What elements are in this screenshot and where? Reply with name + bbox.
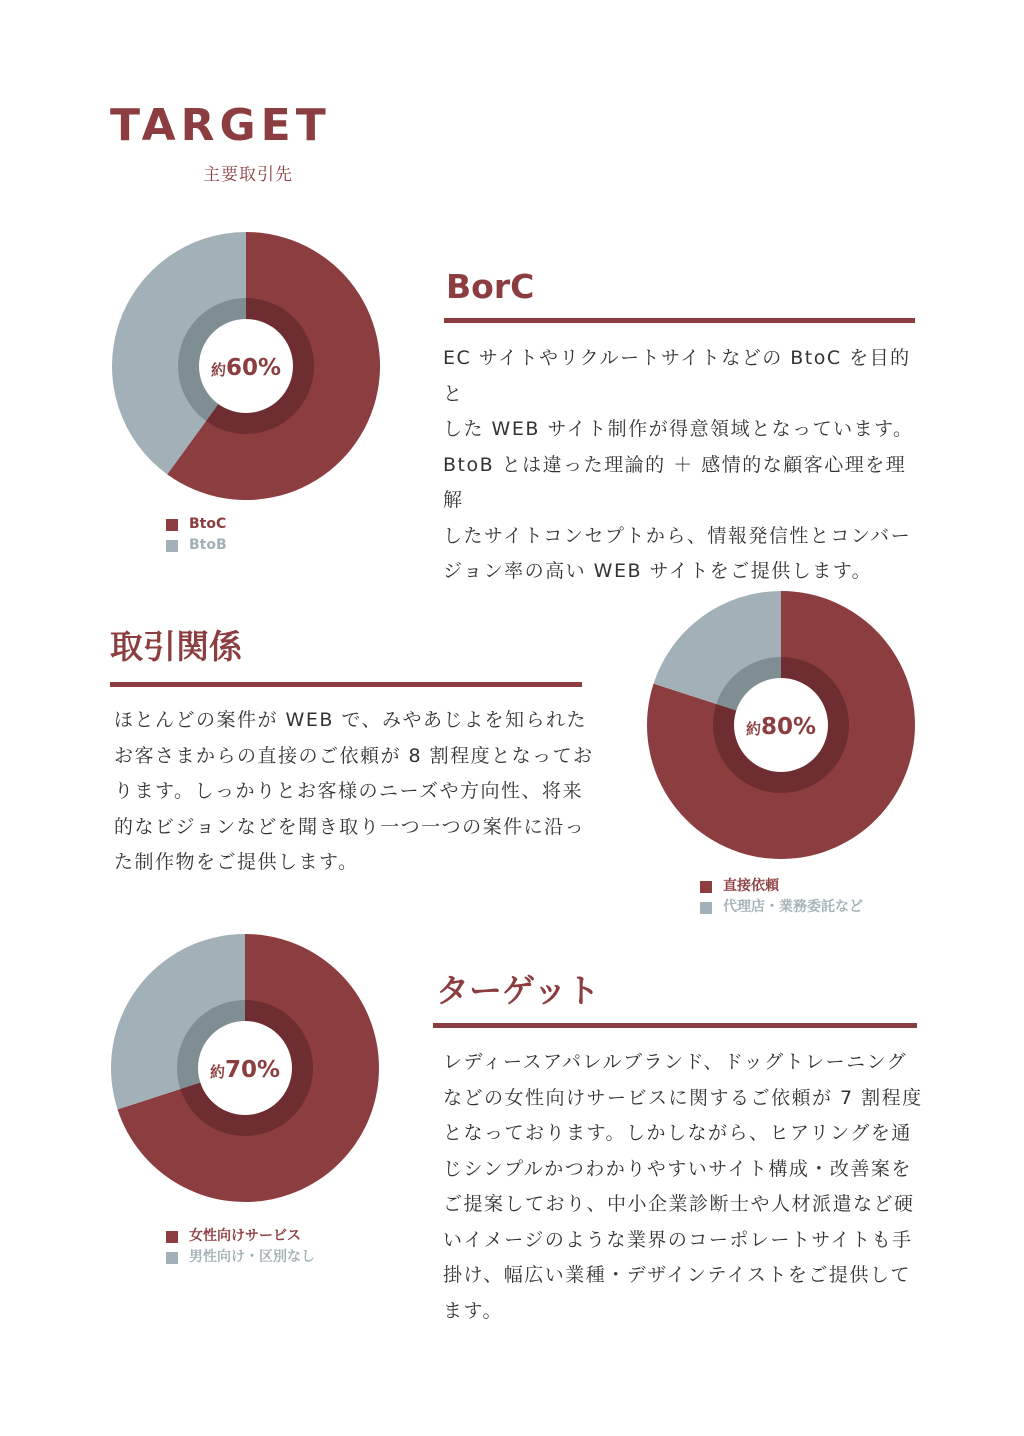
body-line: ます。 [443, 1299, 503, 1322]
donut-center-label: 約70% [209, 1057, 281, 1083]
chart-legend-target [166, 1226, 315, 1268]
legend-item [700, 897, 863, 918]
legend-label: BtoC [189, 516, 227, 532]
body-line: ジョン率の高い WEB サイトをご提供します。 [443, 560, 873, 582]
body-line: いイメージのような業界のコーポレートサイトも手 [443, 1228, 913, 1251]
section-divider [433, 1023, 917, 1028]
legend-item [700, 876, 863, 897]
chart-legend-borc [166, 514, 227, 556]
section-divider [444, 318, 915, 323]
body-line: などの女性向けサービスに関するご依頼が 7 割程度 [443, 1086, 923, 1109]
legend-item [166, 535, 227, 556]
body-line: EC サイトやリクルートサイトなどの BtoC を目的と [443, 347, 911, 405]
legend-swatch [166, 540, 178, 552]
section-heading-borc: BorC [446, 267, 535, 306]
legend-swatch [166, 1252, 178, 1264]
body-line: レディースアパレルブランド、ドッグトレーニング [443, 1051, 908, 1073]
legend-swatch [166, 519, 178, 531]
legend-swatch [700, 902, 712, 914]
donut-chart-relationship [645, 589, 917, 861]
page-subtitle: 主要取引先 [203, 165, 293, 185]
body-line: 掛け、幅広い業種・デザインテイストをご提供して [443, 1264, 911, 1286]
legend-item [166, 1247, 315, 1268]
body-line: 的なビジョンなどを聞き取り一つ一つの案件に沿っ [114, 815, 586, 838]
legend-item [166, 1226, 315, 1247]
legend-label: 代理店・業務委託など [723, 899, 863, 915]
body-line: じシンプルかつわかりやすいサイト構成・改善案を [443, 1157, 912, 1180]
legend-swatch [700, 881, 712, 893]
legend-swatch [166, 1231, 178, 1243]
legend-label: 男性向け・区別なし [189, 1249, 315, 1265]
legend-label: BtoB [189, 537, 227, 553]
section-body-relationship [114, 703, 594, 881]
body-line: BtoB とは違った理論的 ＋ 感情的な顧客心理を理解 [443, 453, 907, 511]
body-line: ほとんどの案件が WEB で、みやあじよを知られた [114, 709, 588, 731]
section-heading-target: ターゲット [436, 971, 600, 1010]
section-heading-relationship: 取引関係 [110, 627, 242, 666]
body-line: ご提案しており、中小企業診断士や人材派遣など硬 [443, 1193, 915, 1215]
donut-center-label: 約80% [745, 714, 817, 740]
chart-legend-relationship [700, 876, 863, 918]
legend-item [166, 514, 227, 535]
body-line: したサイトコンセプトから、情報発信性とコンバー [443, 524, 912, 547]
body-line: となっております。しかしながら、ヒアリングを通 [443, 1122, 912, 1144]
legend-label: 直接依頼 [723, 878, 779, 894]
legend-label: 女性向けサービス [189, 1228, 301, 1244]
section-body-target [443, 1045, 923, 1329]
body-line: した WEB サイト制作が得意領域となっています。 [443, 418, 914, 440]
page-title: TARGET [110, 100, 331, 151]
body-line: た制作物をご提供します。 [114, 851, 359, 873]
section-divider [110, 682, 582, 687]
donut-chart-borc [110, 230, 382, 502]
donut-center-label: 約60% [210, 355, 282, 381]
section-body-borc [443, 341, 923, 590]
body-line: お客さまからの直接のご依頼が 8 割程度となってお [114, 744, 594, 767]
donut-chart-target [109, 932, 381, 1204]
body-line: ります。しっかりとお客様のニーズや方向性、将来 [114, 780, 584, 802]
